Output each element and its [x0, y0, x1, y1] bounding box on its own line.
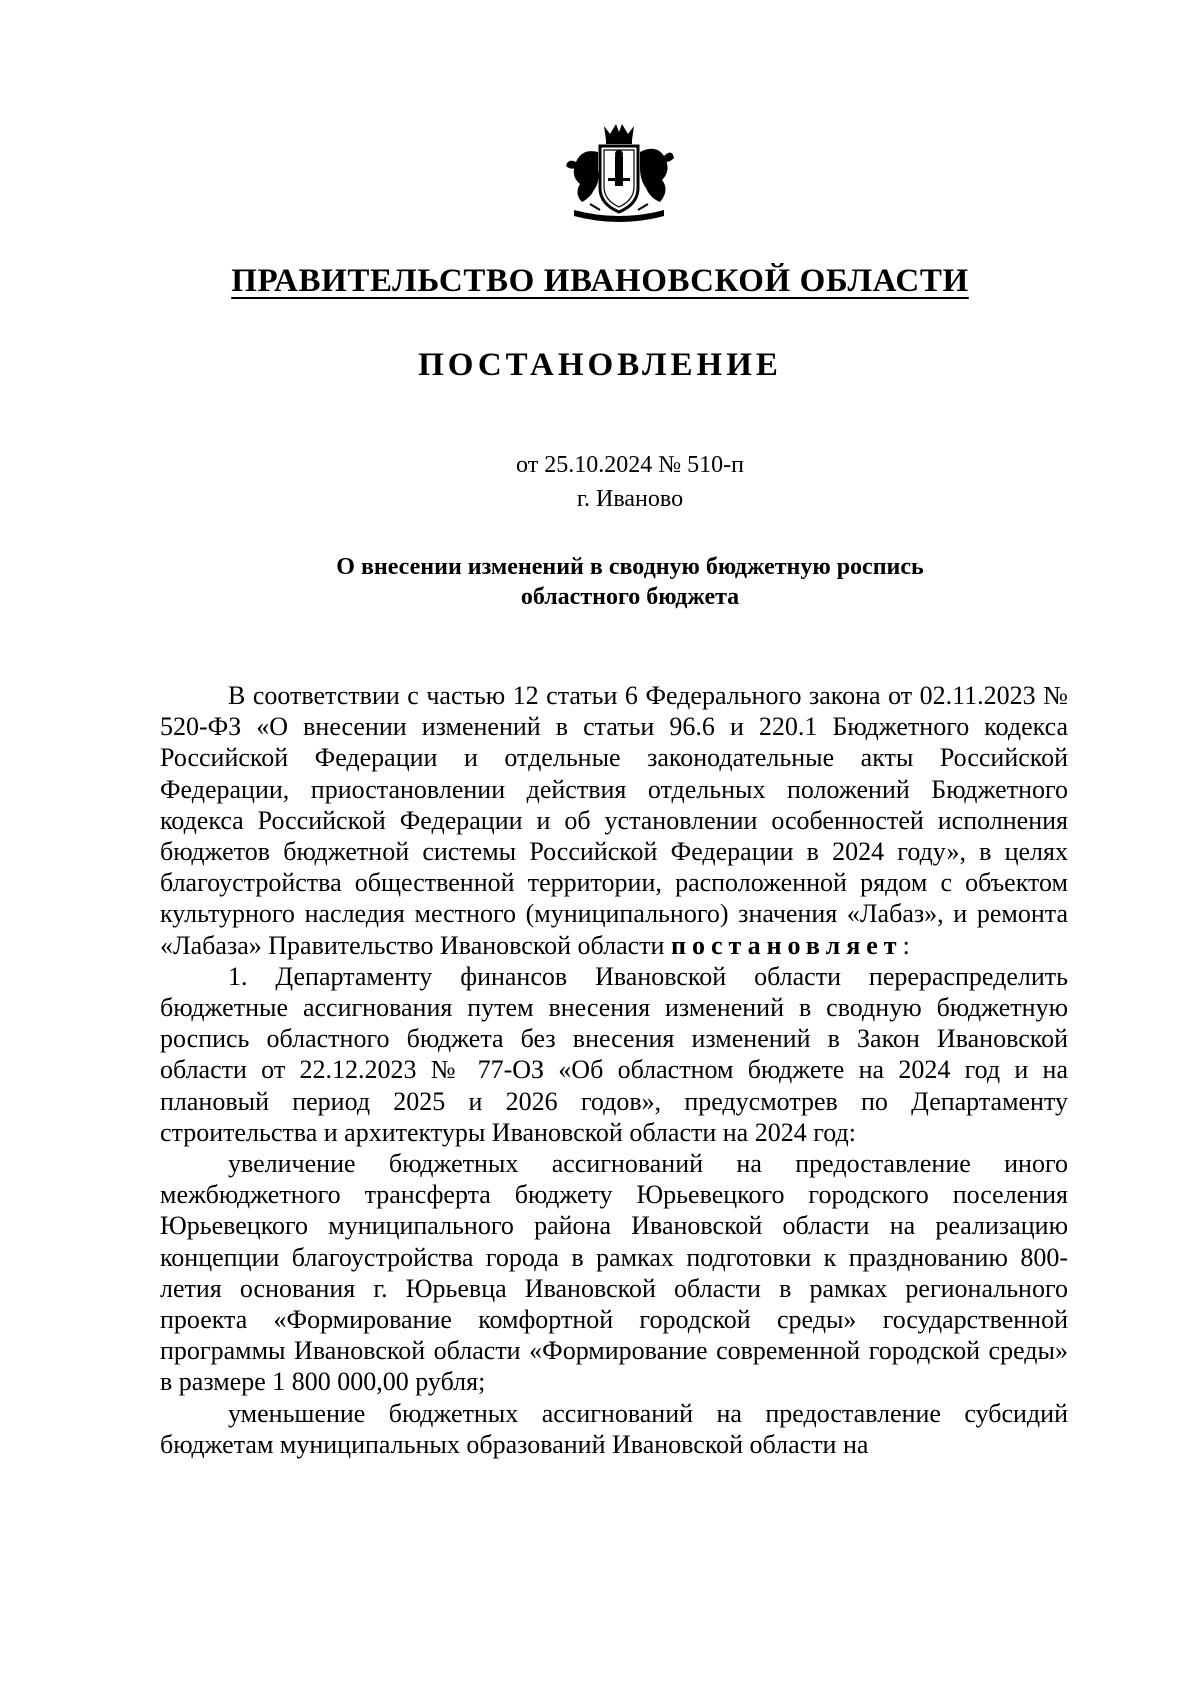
government-name-text: ПРАВИТЕЛЬСТВО ИВАНОВСКОЙ ОБЛАСТИ [231, 263, 969, 299]
subject-line-1: О внесении изменений в сводную бюджетную роспись [336, 554, 924, 580]
increase-paragraph: увеличение бюджетных ассигнований на предоставление иного межбюджетного трансферта бюджету Юрьевецкого городского поселения Юрьевецкого муниципального района Ивановской области на реализацию концепции благоустройства города в рамках подготовки к празднованию 800-летия основания г. Юрьевца Ивановской области в рамках регионального проекта «Формирование комфортной городской среды» государственной программы Ивановской области «Формирование современной городской среды» в размере 1 800 000,00 рубля; [160, 1149, 1068, 1397]
document-city: г. Иваново [576, 486, 684, 512]
preamble-paragraph [160, 680, 1068, 961]
document-type: ПОСТАНОВЛЕНИЕ [418, 347, 782, 383]
item-1-paragraph: 1. Департаменту финансов Ивановской области перераспределить бюджетные ассигнования путем внесения изменений в сводную бюджетную роспись областного бюджета без внесения изменений в Закон Ивановской области от 22.12.2023 № 77-ОЗ «Об областном бюджете на 2024 год и на плановый период 2025 и 2026 годов», предусмотрев по Департаменту строительства и архитектуры Ивановской области на 2024 год: [160, 961, 1068, 1147]
decree-word: постановляет [670, 930, 903, 960]
subject-line-2: областного бюджета [520, 584, 740, 610]
coat-of-arms-icon [560, 118, 678, 230]
document-body [160, 680, 1068, 1460]
decree-colon: : [902, 930, 910, 960]
government-name [0, 263, 1200, 300]
document-date-number: от 25.10.2024 № 510-п [516, 452, 744, 478]
preamble-text: В соответствии с частью 12 статьи 6 Федерального закона от 02.11.2023 № 520-ФЗ «О внесении изменений в статьи 96.6 и 220.1 Бюджетного кодекса Российской Федерации и отдельные законодательные акты Российской Федерации, приостановлении действия отдельных положений Бюджетного кодекса Российской Федерации и об установлении особенностей исполнения бюджетов бюджетной системы Российской Федерации в 2024 году», в целях благоустройства общественной территории, расположенной рядом с объектом культурного наследия местного (муниципального) значения «Лабаз», и ремонта «Лабаза» Правительство Ивановской области [160, 681, 1068, 960]
decrease-paragraph: уменьшение бюджетных ассигнований на предоставление субсидий бюджетам муниципальных образований Ивановской области на [160, 1398, 1068, 1459]
